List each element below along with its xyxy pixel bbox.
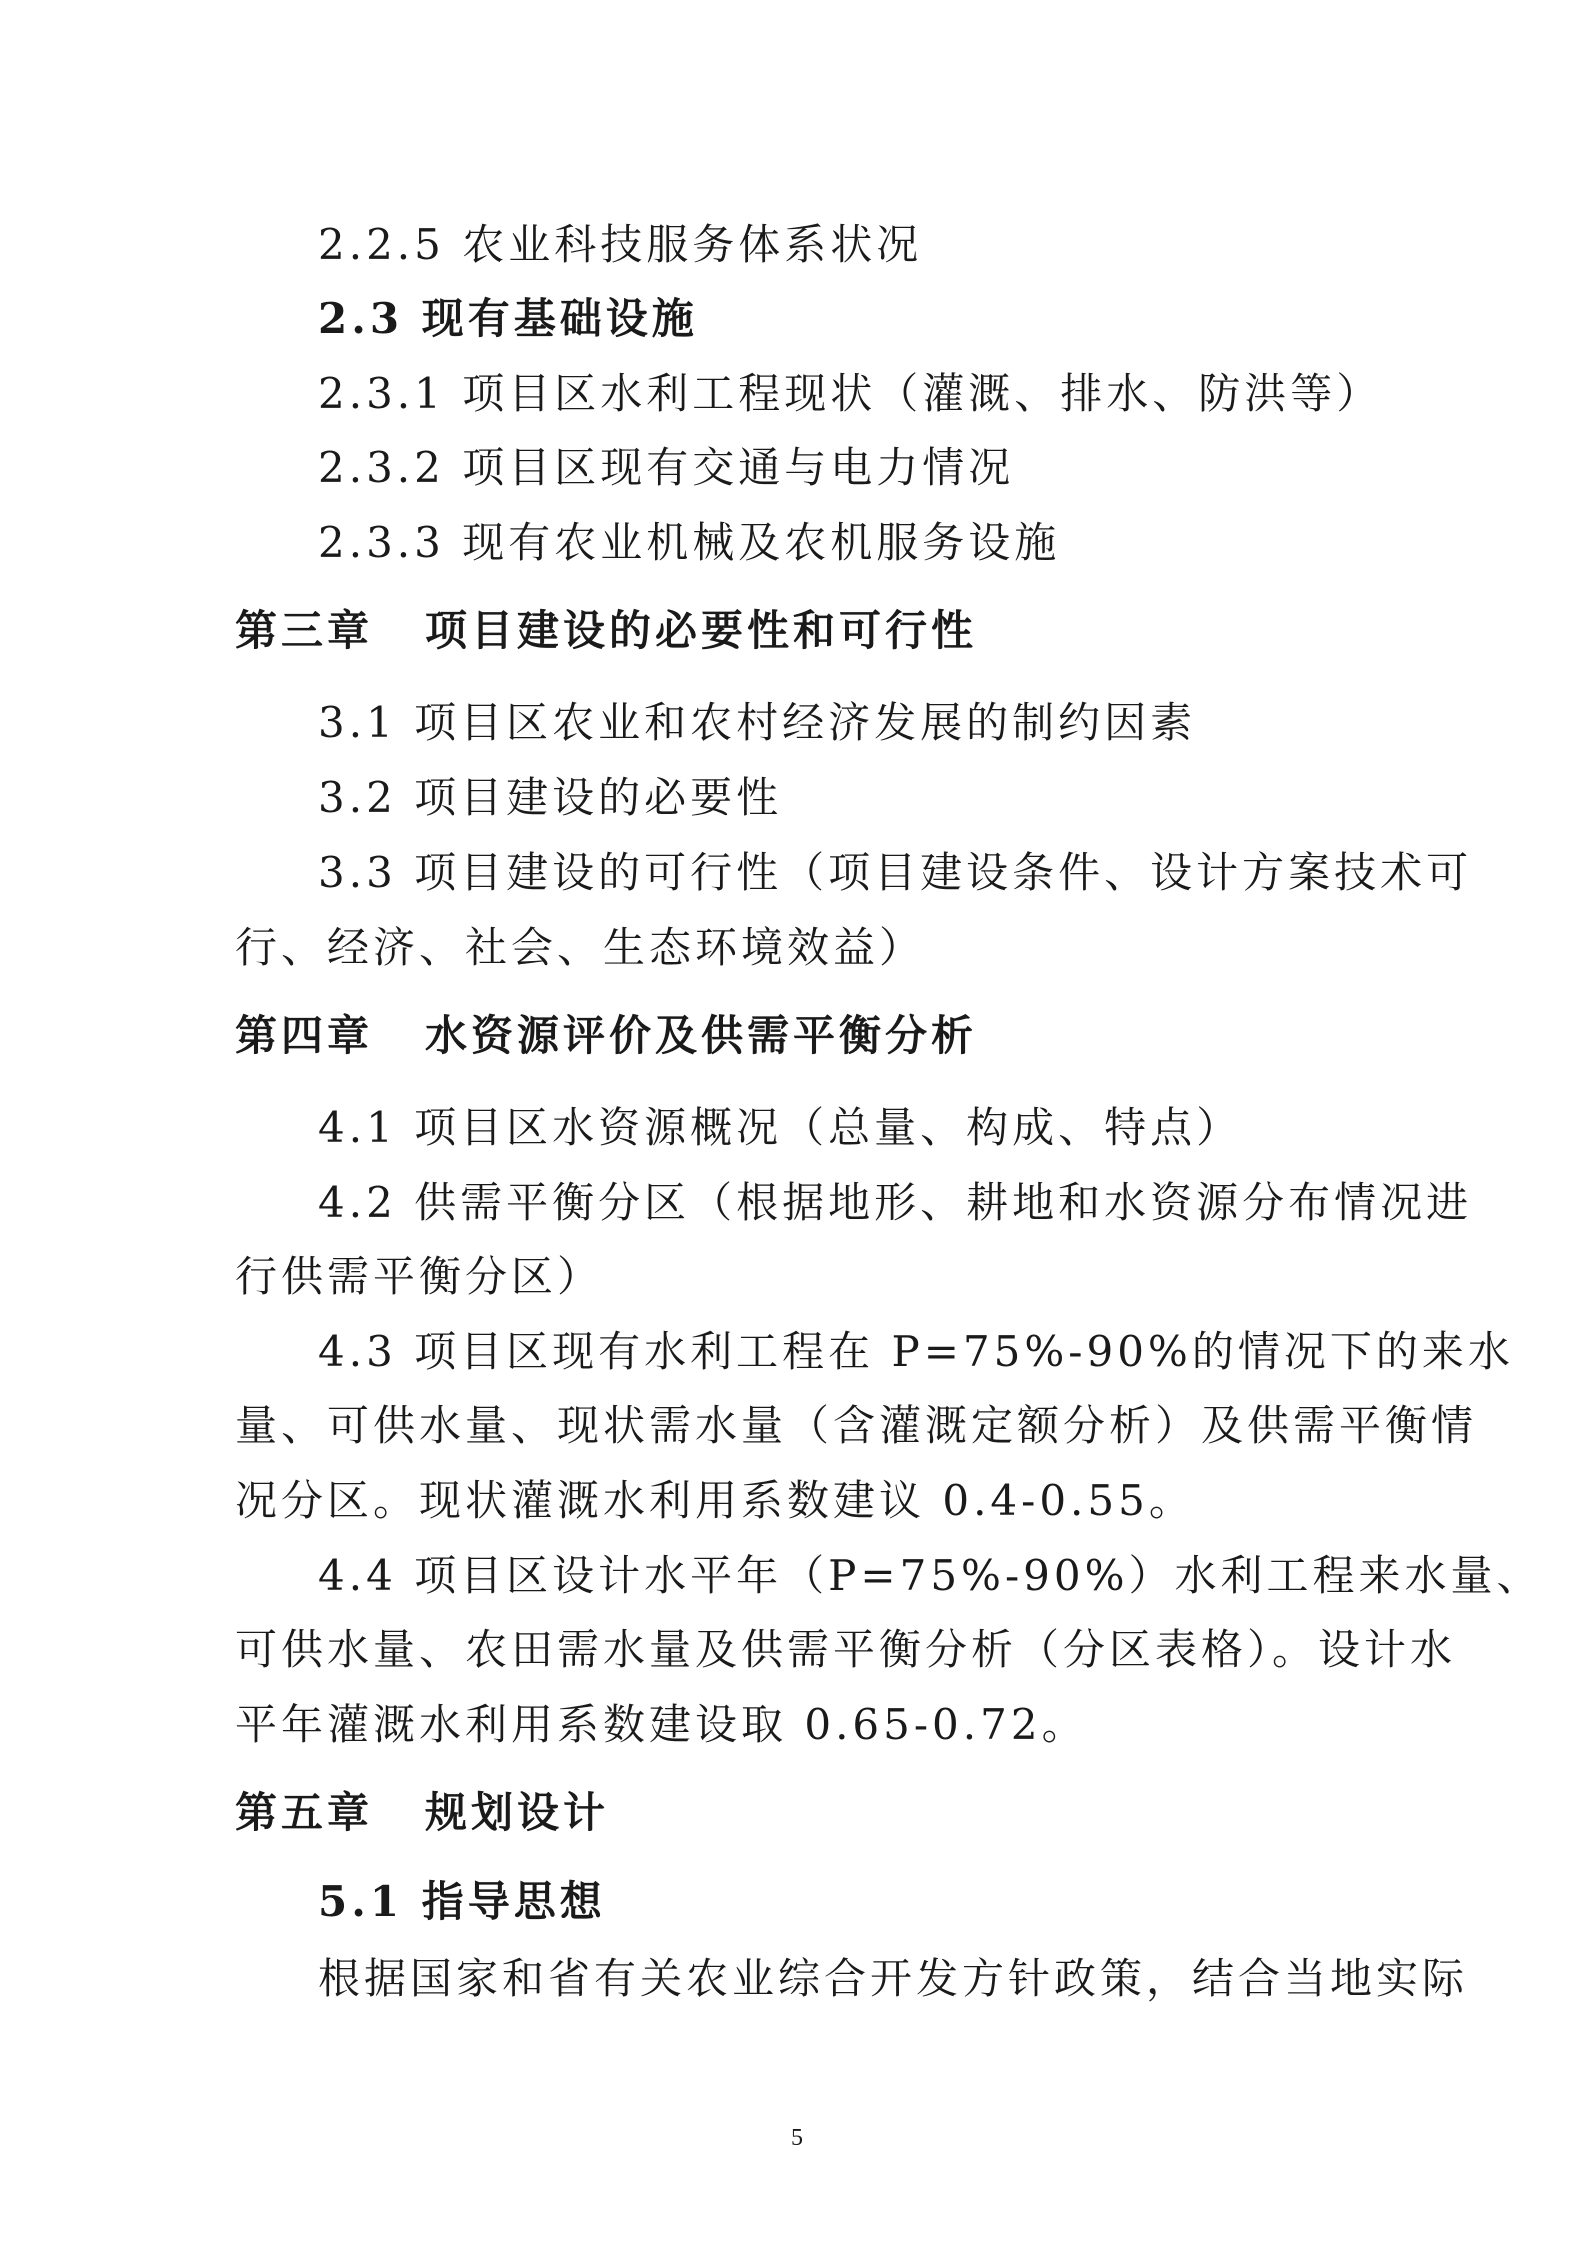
chapter-title: 规划设计 (425, 1788, 610, 1837)
section-4-4-cont-1: 可供水量、农田需水量及供需平衡分析（分区表格）。设计水 (235, 1625, 1457, 1674)
section-4-3: 4.3 项目区现有水利工程在 P=75%-90%的情况下的来水 (318, 1327, 1514, 1376)
chapter-title: 项目建设的必要性和可行性 (425, 606, 978, 655)
section-4-4-cont-2: 平年灌溉水利用系数建设取 0.65-0.72。 (235, 1700, 1088, 1749)
chapter-4-heading (235, 1010, 977, 1062)
body-paragraph: 根据国家和省有关农业综合开发方针政策，结合当地实际 (318, 1954, 1469, 2003)
section-3-2: 3.2 项目建设的必要性 (318, 773, 783, 822)
section-4-3-cont-1: 量、可供水量、现状需水量（含灌溉定额分析）及供需平衡情 (235, 1401, 1478, 1450)
chapter-number: 第三章 (235, 606, 374, 655)
chapter-title: 水资源评价及供需平衡分析 (425, 1011, 978, 1060)
page-number: 5 (791, 2125, 803, 2151)
section-4-1: 4.1 项目区水资源概况（总量、构成、特点） (318, 1103, 1243, 1152)
chapter-3-heading (235, 605, 977, 657)
section-2-2-5: 2.2.5 农业科技服务体系状况 (318, 220, 923, 269)
section-2-3-heading: 2.3 现有基础设施 (318, 294, 698, 343)
section-3-3: 3.3 项目建设的可行性（项目建设条件、设计方案技术可 (318, 848, 1473, 897)
section-4-2: 4.2 供需平衡分区（根据地形、耕地和水资源分布情况进 (318, 1178, 1473, 1227)
section-4-2-cont: 行供需平衡分区） (235, 1252, 604, 1301)
chapter-number: 第四章 (235, 1011, 374, 1060)
section-2-3-3: 2.3.3 现有农业机械及农机服务设施 (318, 518, 1061, 567)
chapter-5-heading (235, 1787, 609, 1839)
section-3-3-cont: 行、经济、社会、生态环境效益） (235, 923, 926, 972)
section-3-1: 3.1 项目区农业和农村经济发展的制约因素 (318, 698, 1197, 747)
chapter-number: 第五章 (235, 1788, 374, 1837)
section-2-3-1: 2.3.1 项目区水利工程现状（灌溉、排水、防洪等） (318, 369, 1383, 418)
section-2-3-2: 2.3.2 项目区现有交通与电力情况 (318, 443, 1015, 492)
section-4-3-cont-2: 况分区。现状灌溉水利用系数建议 0.4-0.55。 (235, 1476, 1195, 1525)
section-5-1-heading: 5.1 指导思想 (318, 1877, 606, 1926)
section-4-4: 4.4 项目区设计水平年（P=75%-90%）水利工程来水量、 (318, 1551, 1543, 1600)
